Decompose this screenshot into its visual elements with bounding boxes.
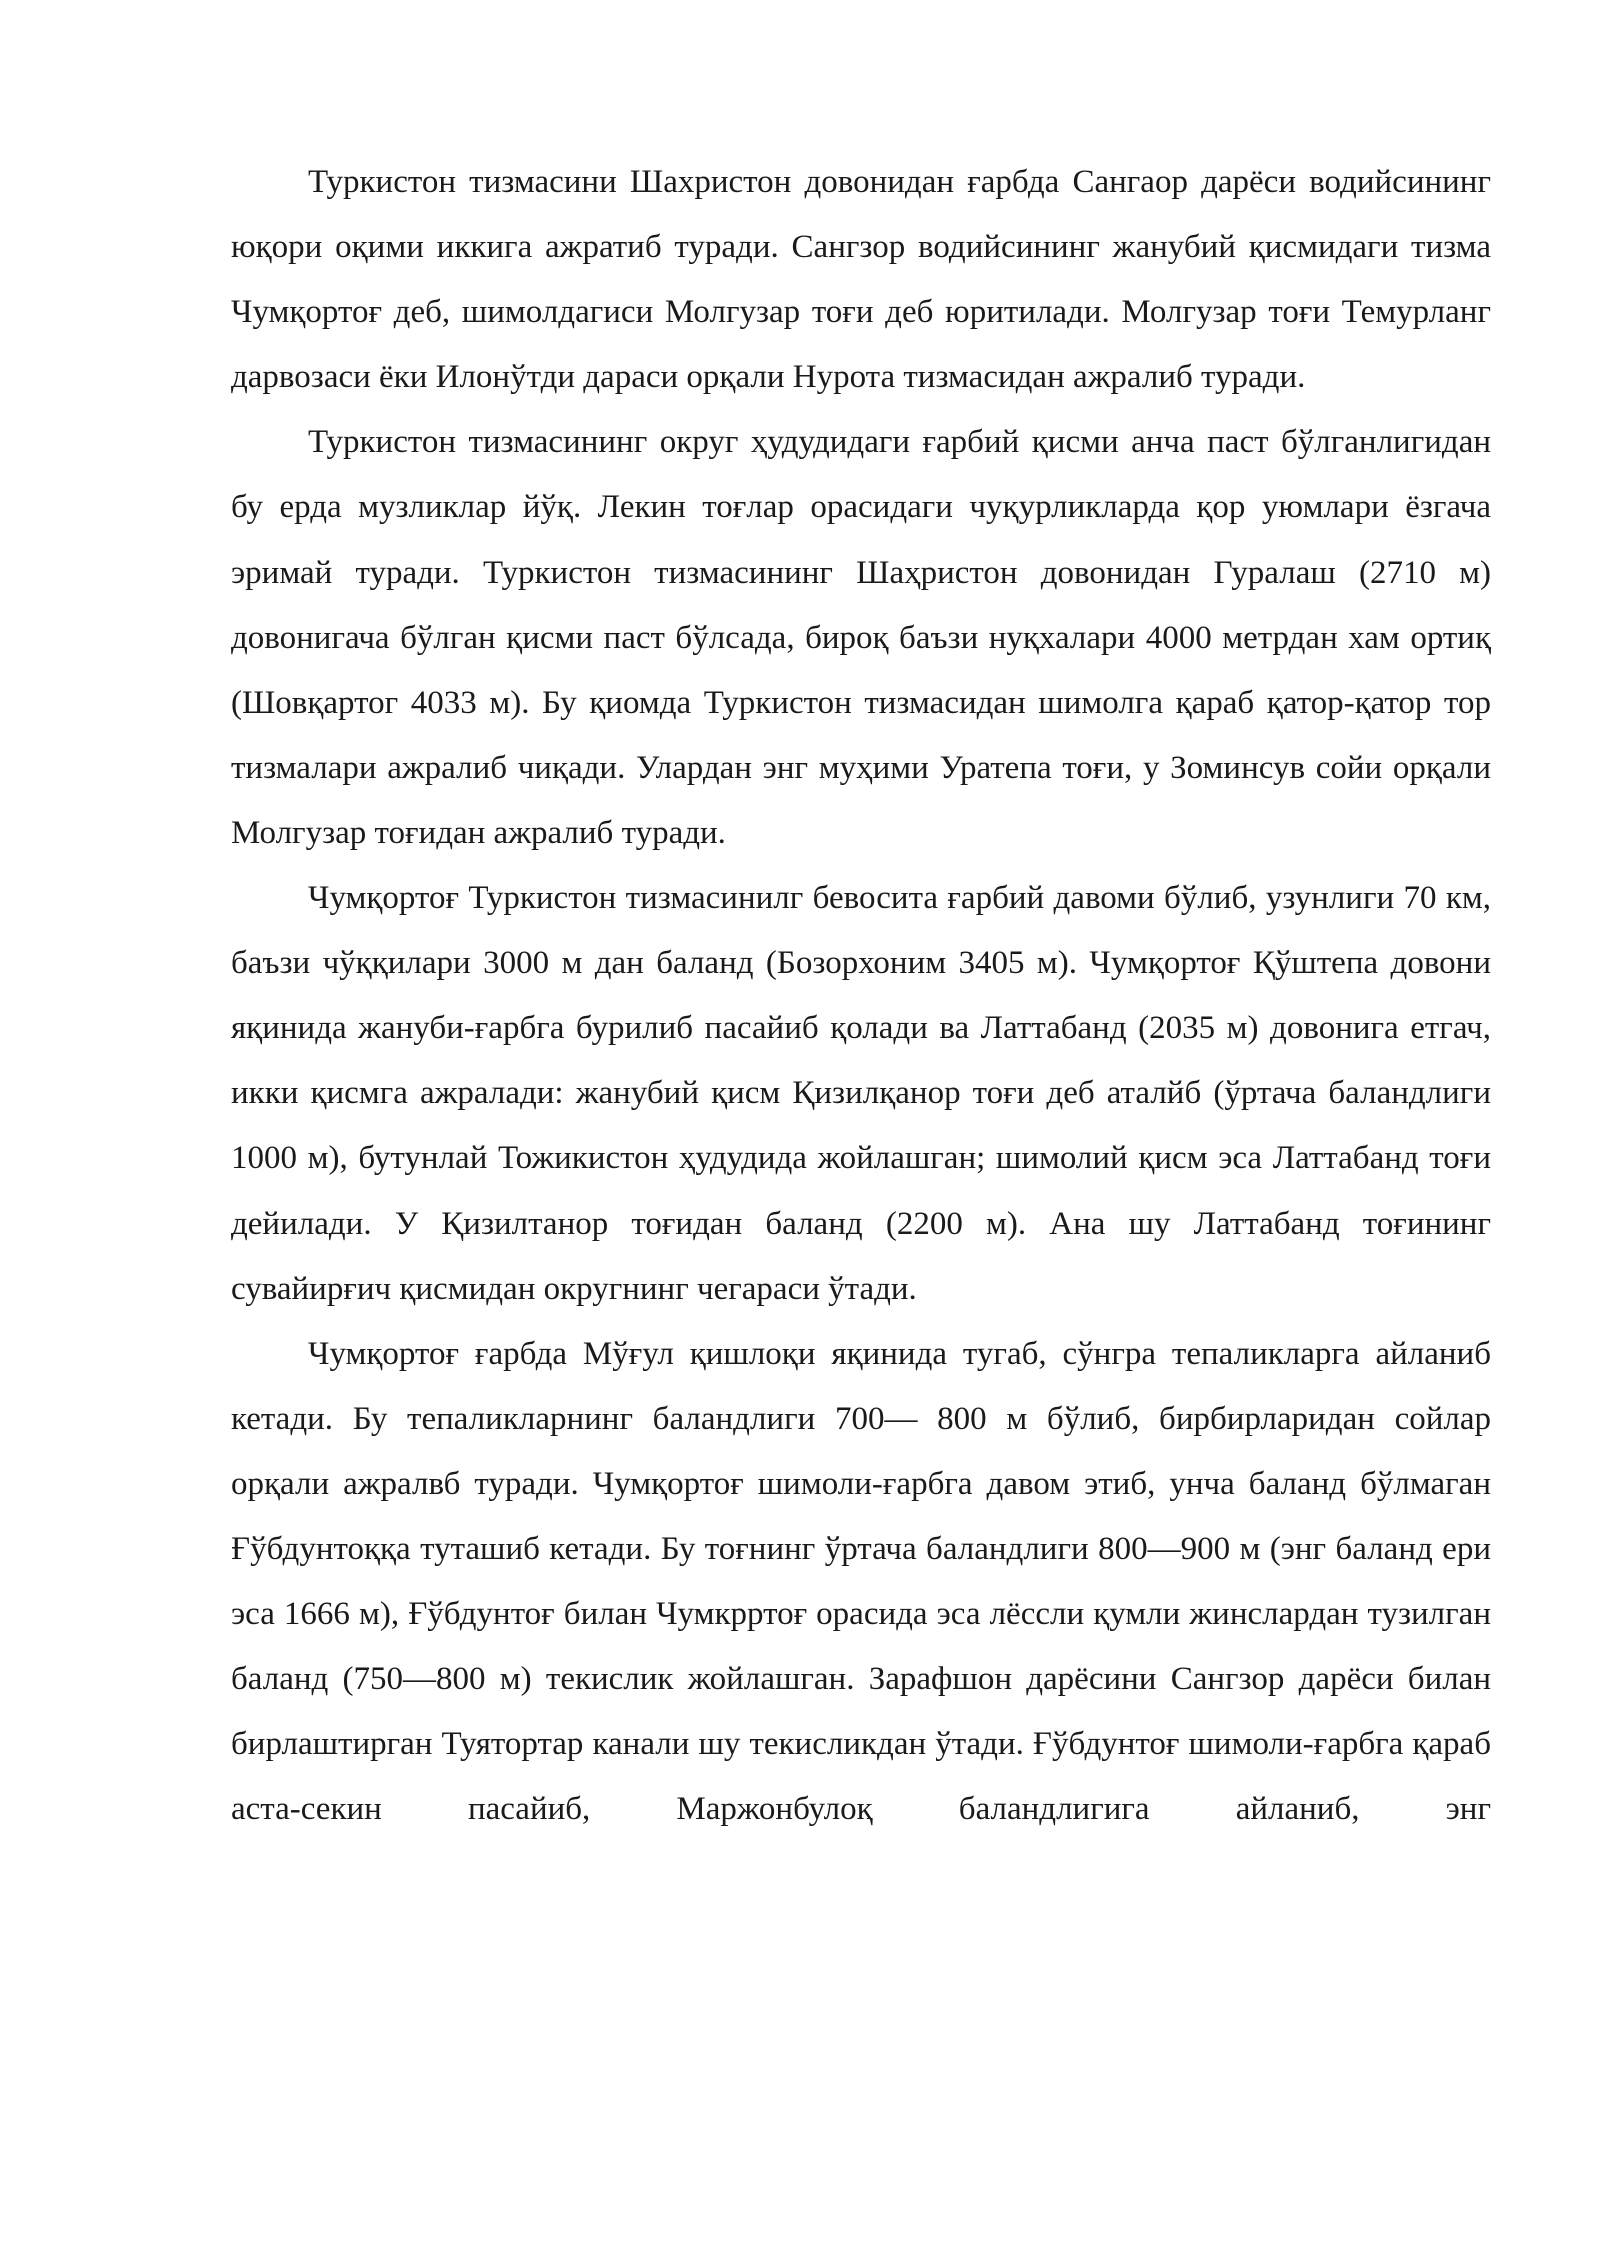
body-text: [231, 150, 1491, 1842]
paragraph-3: Чумқортоғ Туркистон тизмасинилг бевосита ғарбий давоми бўлиб, узунлиги 70 км, баъзи чўққилари 3000 м дан баланд (Бозорхоним 3405 м). Чумқортоғ Қўштепа довони яқинида жануби-ғарбга бурилиб пасайиб қолади ва Латтабанд (2035 м) довонига етгач, икки қисмга ажралади: жанубий қисм Қизилқанор тоғи деб аталйб (ўртача баландлиги 1000 м), бутунлай Тожикистон ҳудудида жойлашган; шимолий қисм эса Латтабанд тоғи дейилади. У Қизилтанор тоғидан баланд (2200 м). Ана шу Латтабанд тоғининг сувайирғич қисмидан округнинг чегараси ўтади.: [231, 880, 1491, 1307]
paragraph-4: Чумқортоғ ғарбда Мўғул қишлоқи яқинида тугаб, сўнгра тепаликларга айланиб кетади. Бу тепаликларнинг баландлиги 700— 800 м бўлиб, бирбирларидан сойлар орқали ажралвб туради. Чумқортоғ шимоли-ғарбга давом этиб, унча баланд бўлмаган Ғўбдунтоққа туташиб кетади. Бу тоғнинг ўртача баландлиги 800—900 м (энг баланд ери эса 1666 м), Ғўбдунтоғ билан Чумкрртоғ орасида эса лёссли қумли жинслардан тузилган баланд (750—800 м) текислик жойлашган. Зарафшон дарёсини Сангзор дарёси билан бирлаштирган Туятортар канали шу текисликдан ўтади. Ғўбдунтоғ шимоли-ғарбга қараб аста-секин пасайиб, Маржонбулоқ баландлигига айланиб, энг: [231, 1335, 1491, 1828]
paragraph-1: Туркистон тизмасини Шахристон довонидан ғарбда Сангаор дарёси водийсининг юқори оқими иккига ажратиб туради. Сангзор водийсининг жанубий қисмидаги тизма Чумқортоғ деб, шимолдагиси Молгузар тоғи деб юритилади. Молгузар тоғи Темурланг дарвозаси ёки Илонўтди дараси орқали Нурота тизмасидан ажралиб туради.: [231, 164, 1491, 396]
paragraph-2: Туркистон тизмасининг округ ҳудудидаги ғарбий қисми анча паст бўлганлигидан бу ерда музликлар йўқ. Лекин тоғлар орасидаги чуқурликларда қор уюмлари ёзгача эримай туради. Туркистон тизмасининг Шаҳристон довонидан Гуралаш (2710 м) довонигача бўлган қисми паст бўлсада, бироқ баъзи нуқхалари 4000 метрдан хам ортиқ (Шовқартог 4033 м). Бу қиомда Туркистон тизмасидан шимолга қараб қатор-қатор тор тизмалари ажралиб чиқади. Улардан энг муҳими Уратепа тоғи, у Зоминсув сойи орқали Молгузар тоғидан ажралиб туради.: [231, 424, 1491, 851]
